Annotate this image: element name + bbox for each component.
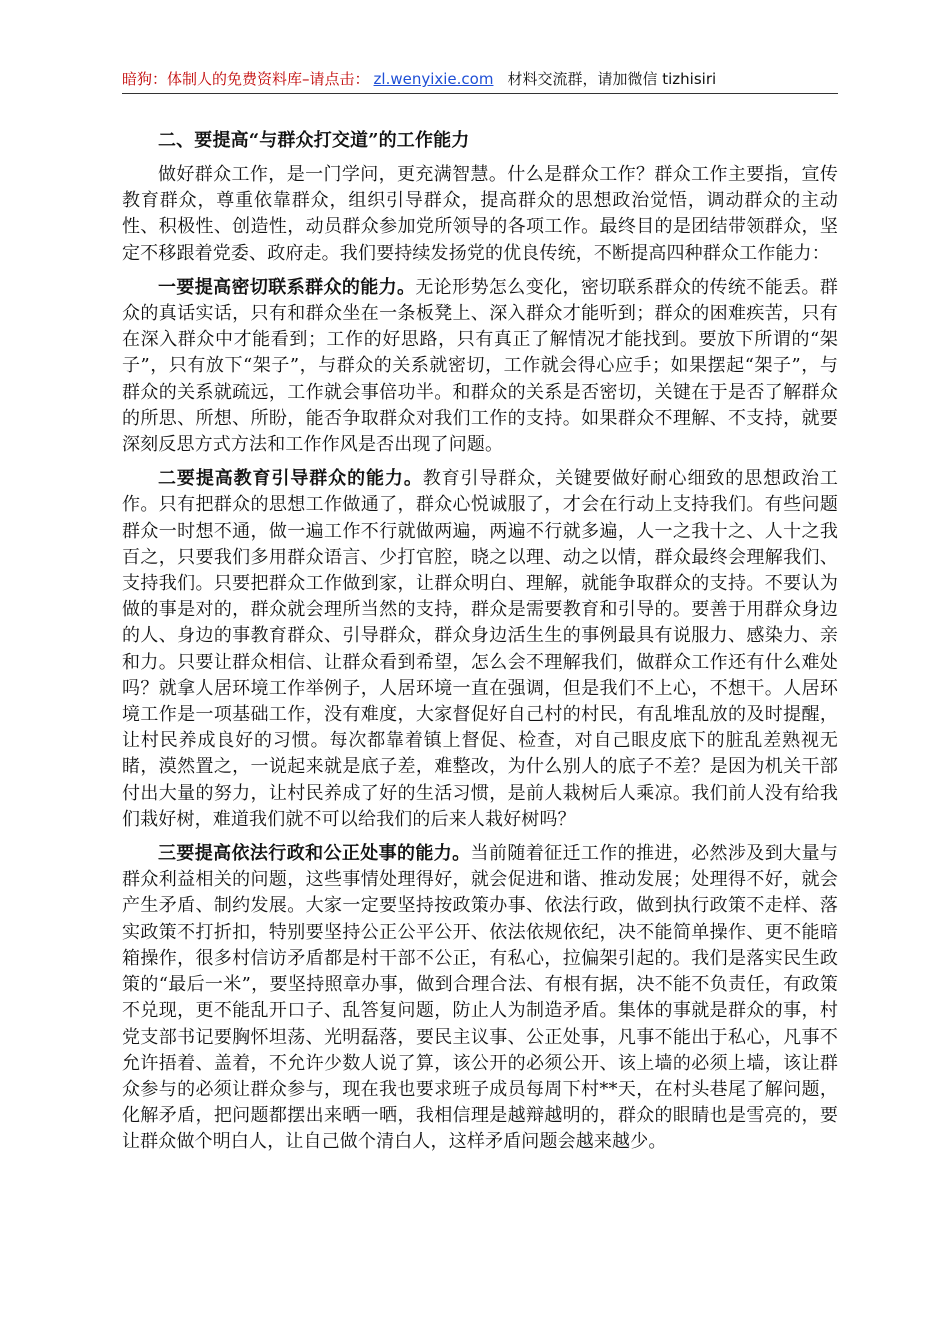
header-brand: 暗狗：体制人的免费资料库 — [122, 70, 303, 88]
point-paragraph-2 — [122, 466, 838, 833]
header-prompt: –请点击： — [302, 70, 370, 88]
header-contact: 材料交流群，请加微信 tizhisiri — [507, 70, 717, 88]
point-paragraph-3 — [122, 841, 838, 1155]
point-heading: 二要提高教育引导群众的能力。 — [158, 468, 423, 490]
section-title: 二、要提高“与群众打交道”的工作能力 — [158, 130, 470, 151]
header-link[interactable]: zl.wenyixie.com — [373, 70, 494, 88]
point-paragraph-1 — [122, 275, 838, 458]
intro-paragraph: 做好群众工作，是一门学问，更充满智慧。什么是群众工作？群众工作主要指，宣传教育群众，尊重依靠群众，组织引导群众，提高群众的思想政治觉悟，调动群众的主动性、积极性、创造性，动员群众参加党所领导的各项工作。最终目的是团结带领群众，坚定不移跟着党委、政府走。我们要持续发扬党的优良传统，不断提高四种群众工作能力： — [122, 164, 838, 264]
point-body: 无论形势怎么变化，密切联系群众的传统不能丢。群众的真话实话，只有和群众坐在一条板凳上、深入群众才能听到；群众的困难疾苦，只有在深入群众中才能看到；工作的好思路，只有真正了解情况才能找到。要放下所谓的“架子”，只有放下“架子”，与群众的关系就密切，工作就会得心应手；如果摆起“架子”，与群众的关系就疏远，工作就会事倍功半。和群众的关系是否密切，关键在于是否了解群众的所思、所想、所盼，能否争取群众对我们工作的支持。如果群众不理解、不支持，就要深刻反思方式方法和工作作风是否出现了问题。 — [122, 276, 838, 456]
point-body: 当前随着征迁工作的推进，必然涉及到大量与群众利益相关的问题，这些事情处理得好，就会促进和谐、推动发展；处理得不好，就会产生矛盾、制约发展。大家一定要坚持按政策办事、依法行政，做到执行政策不走样、落实政策不打折扣，特别要坚持公正公平公开、依法依规依纪，决不能简单操作、更不能暗箱操作，很多村信访矛盾都是村干部不公正，有私心，拉偏架引起的。我们是落实民生政策的“最后一米”，要坚持照章办事，做到合理合法、有根有据，决不能不负责任，有政策不兑现，更不能乱开口子、乱答复问题，防止人为制造矛盾。集体的事就是群众的事，村党支部书记要胸怀坦荡、光明磊落，要民主议事、公正处事，凡事不能出于私心，凡事不允许捂着、盖着，不允许少数人说了算，该公开的必须公开、该上墙的必须上墙，该让群众参与的必须让群众参与，现在我也要求班子成员每周下村**天，在村头巷尾了解问题，化解矛盾，把问题都摆出来晒一晒，我相信理是越辩越明的，群众的眼睛也是雪亮的，要让群众做个明白人，让自己做个清白人，这样矛盾问题会越来越少。 — [122, 843, 838, 1153]
point-heading: 三要提高依法行政和公正处事的能力。 — [158, 843, 471, 865]
point-heading: 一要提高密切联系群众的能力。 — [158, 276, 416, 298]
point-body: 教育引导群众，关键要做好耐心细致的思想政治工作。只有把群众的思想工作做通了，群众心悦诚服了，才会在行动上支持我们。有些问题群众一时想不通，做一遍工作不行就做两遍，两遍不行就多遍，人一之我十之、人十之我百之，只要我们多用群众语言、少打官腔，晓之以理、动之以情，群众最终会理解我们、支持我们。只要把群众工作做到家，让群众明白、理解，就能争取群众的支持。不要认为做的事是对的，群众就会理所当然的支持，群众是需要教育和引导的。要善于用群众身边的人、身边的事教育群众、引导群众，群众身边活生生的事例最具有说服力、感染力、亲和力。只要让群众相信、让群众看到希望，怎么会不理解我们，做群众工作还有什么难处吗？就拿人居环境工作举例子，人居环境一直在强调，但是我们不上心，不想干。人居环境工作是一项基础工作，没有难度，大家督促好自己村的村民，有乱堆乱放的及时提醒，让村民养成良好的习惯。每次都靠着镇上督促、检查，对自己眼皮底下的脏乱差熟视无睹，漠然置之，一说起来就是底子差，难整改，为什么别人的底子不差？是因为机关干部付出大量的努力，让村民养成了好的生活习惯，是前人栽树后人乘凉。我们前人没有给我们栽好树，难道我们就不可以给我们的后来人栽好树吗？ — [122, 468, 838, 830]
page-header — [122, 68, 838, 90]
header-divider — [122, 93, 838, 94]
document-body — [122, 128, 838, 1164]
